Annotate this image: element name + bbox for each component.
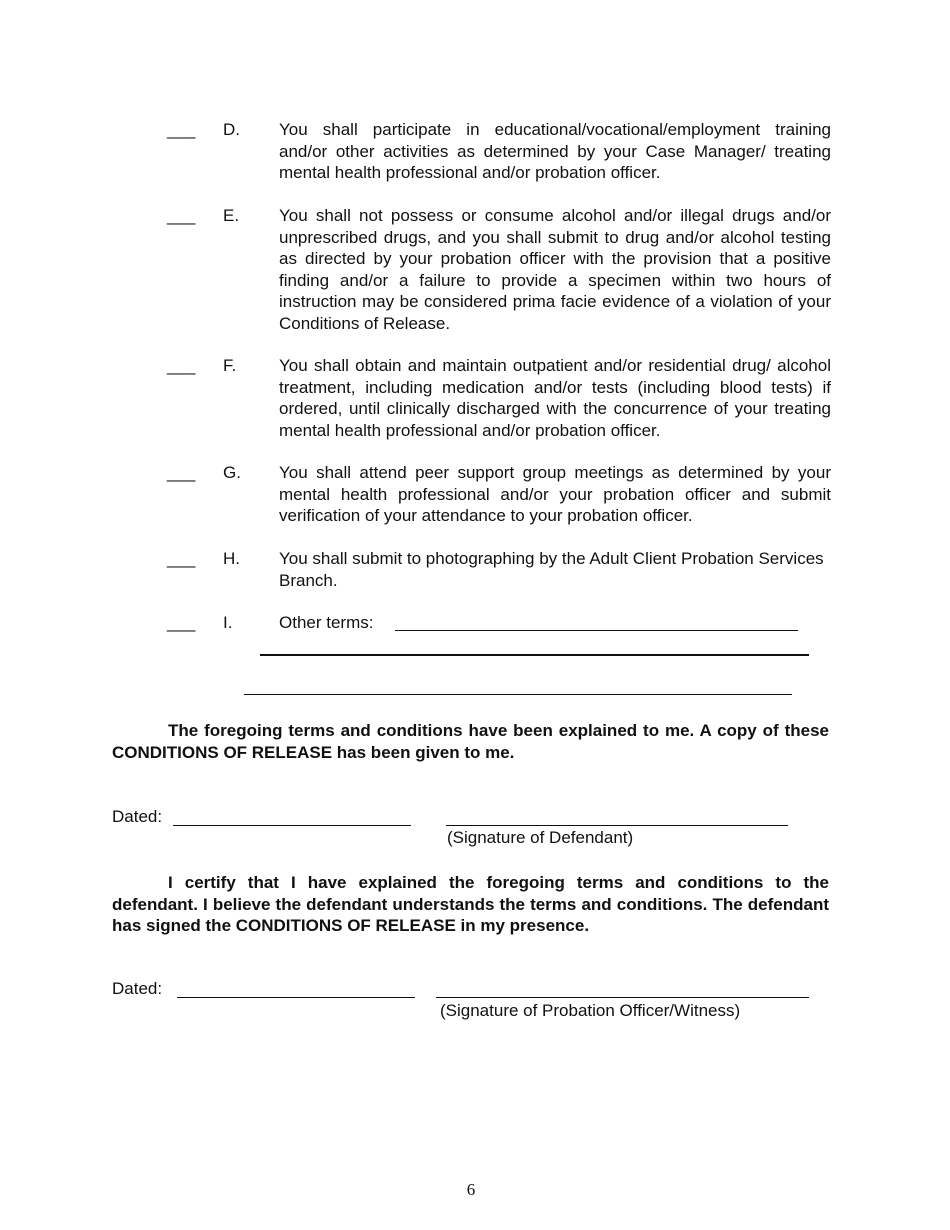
condition-checkbox-blank[interactable]: ___ bbox=[167, 549, 196, 568]
officer-dated-label: Dated: bbox=[112, 979, 163, 998]
other-terms-line-3[interactable] bbox=[244, 694, 792, 695]
acknowledgement-statement: The foregoing terms and conditions have been explained to me. A copy of these CONDITIONS OF RELEASE has been given to me. bbox=[112, 721, 829, 762]
condition-checkbox-blank[interactable]: ___ bbox=[167, 120, 196, 139]
condition-checkbox-blank[interactable]: ___ bbox=[167, 613, 196, 632]
condition-text: You shall not possess or consume alcohol and/or illegal drugs and/or unprescribed drugs, and you shall submit to drug and/or alcohol testing as directed by your probation officer with the provision that a positive finding and/or a failure to provide a specimen within two hours of instruction may be considered prima facie evidence of a violation of your Conditions of Release. bbox=[279, 206, 831, 333]
page-number: 6 bbox=[466, 1180, 476, 1199]
condition-checkbox-blank[interactable]: ___ bbox=[167, 206, 196, 225]
defendant-signature-line[interactable] bbox=[446, 825, 788, 826]
officer-date-line[interactable] bbox=[177, 997, 415, 998]
defendant-signature-caption: (Signature of Defendant) bbox=[447, 828, 634, 847]
condition-letter: G. bbox=[223, 463, 241, 482]
condition-letter: D. bbox=[223, 120, 240, 139]
condition-letter: E. bbox=[223, 206, 240, 225]
other-terms-line-2[interactable] bbox=[260, 654, 809, 656]
condition-letter: F. bbox=[223, 356, 237, 375]
officer-signature-line[interactable] bbox=[436, 997, 809, 998]
other-terms-label: Other terms: bbox=[279, 613, 374, 632]
condition-letter: I. bbox=[223, 613, 233, 632]
condition-checkbox-blank[interactable]: ___ bbox=[167, 356, 196, 375]
condition-checkbox-blank[interactable]: ___ bbox=[167, 463, 196, 482]
certification-statement: I certify that I have explained the foregoing terms and conditions to the defendant. I believe the defendant understands the terms and conditions. The defendant has signed the CONDITIONS OF RELEASE in my presence. bbox=[112, 873, 829, 936]
defendant-dated-label: Dated: bbox=[112, 807, 163, 826]
condition-text: You shall participate in educational/vocational/employment training and/or other activities as determined by your Case Manager/ treating mental health professional and/or probation officer. bbox=[279, 120, 831, 183]
other-terms-line-1[interactable] bbox=[395, 630, 798, 631]
officer-signature-caption: (Signature of Probation Officer/Witness) bbox=[440, 1001, 741, 1020]
condition-text: You shall obtain and maintain outpatient and/or residential drug/ alcohol treatment, including medication and/or tests (including blood tests) if ordered, until clinically discharged with the concurrence of your treating mental health professional and/or probation officer. bbox=[279, 356, 831, 440]
defendant-date-line[interactable] bbox=[173, 825, 411, 826]
condition-text: You shall submit to photographing by the Adult Client Probation Services Branch. bbox=[279, 549, 824, 590]
condition-letter: H. bbox=[223, 549, 240, 568]
condition-text: You shall attend peer support group meetings as determined by your mental health professional and/or your probation officer and submit verification of your attendance to your probation officer. bbox=[279, 463, 831, 526]
